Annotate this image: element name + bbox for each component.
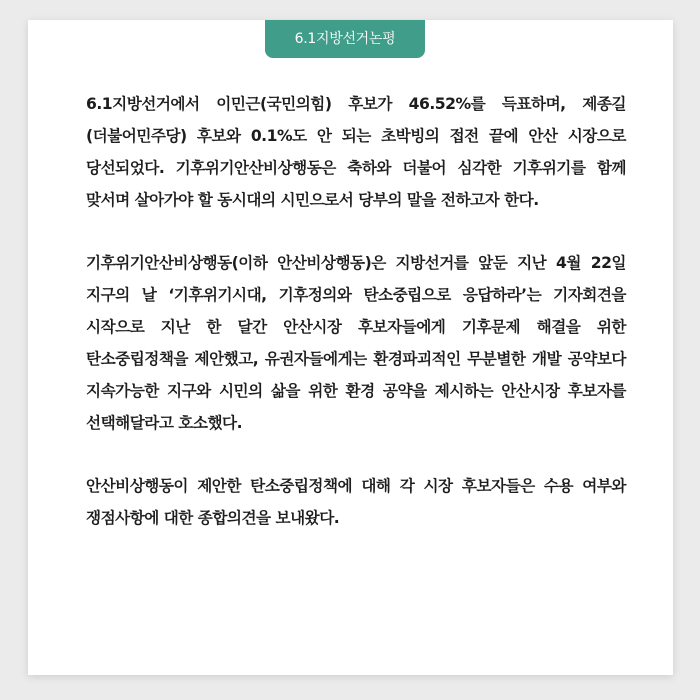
- paragraph-3: 안산비상행동이 제안한 탄소중립정책에 대해 각 시장 후보자들은 수용 여부와 쟁점사항에 대한 종합의견을 보내왔다.: [86, 477, 626, 527]
- paragraph-2: 기후위기안산비상행동(이하 안산비상행동)은 지방선거를 앞둔 지난 4월 22일 지구의 날 ‘기후위기시대, 기후정의와 탄소중립으로 응답하라’는 기자회견을 시작으로 지난 한 달간 안산시장 후보자들에게 기후문제 해결을 위한 탄소중립정책을 제안했고, 유권자들에게는 환경파괴적인 무분별한 개발 공약보다 지속가능한 지구와 시민의 삶을 위한 환경 공약을 제시하는 안산시장 후보자를 선택해달라고 호소했다.: [86, 254, 626, 432]
- paragraph-1: 6.1지방선거에서 이민근(국민의힘) 후보가 46.52%를 득표하며, 제종길(더불어민주당) 후보와 0.1%도 안 되는 초박빙의 접전 끝에 안산 시장으로 당선되었다. 기후위기안산비상행동은 축하와 더불어 심각한 기후위기를 함께 맞서며 살아가야 할 동시대의 시민으로서 당부의 말을 전하고자 한다.: [86, 95, 626, 209]
- article-body: [86, 88, 626, 565]
- section-tag: 6.1지방선거논평: [265, 20, 425, 58]
